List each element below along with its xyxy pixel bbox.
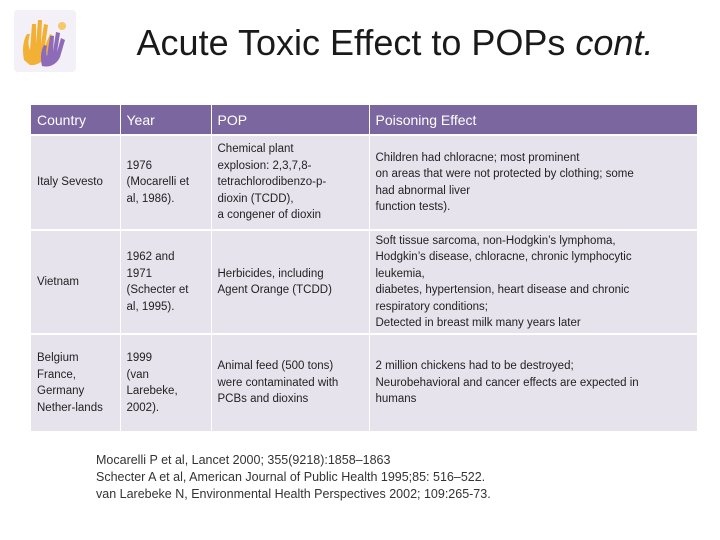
cell-year [120, 230, 211, 334]
pop-text: Chemical plant explosion: 2,3,7,8- tetrachlorodibenzo-p- dioxin (TCDD), a congener of dioxin [217, 143, 327, 222]
slide-title [0, 22, 720, 64]
header-year: Year [120, 105, 211, 135]
cell-country [31, 230, 120, 334]
title-main: Acute Toxic Effect to POPs [136, 22, 576, 63]
table-row [31, 230, 697, 334]
cell-pop [211, 334, 369, 431]
cell-pop [211, 135, 369, 230]
table-header-row [31, 105, 697, 135]
pop-text: Animal feed (500 tons) were contaminated with PCBs and dioxins [217, 360, 339, 406]
reference-line: Schecter A et al, American Journal of Public Health 1995;85: 516–522. [96, 470, 486, 484]
effect-text: 2 million chickens had to be destroyed; Neurobehavioral and cancer effects are expected in humans [375, 360, 639, 406]
header-poisoning-effect: Poisoning Effect [369, 105, 697, 135]
cell-effect [369, 334, 697, 431]
title-emphasis: cont. [575, 22, 654, 63]
effect-text: Soft tissue sarcoma, non-Hodgkin’s lymphoma, Hodgkin’s disease, chloracne, chronic lymphocytic leukemia, diabetes, hypertension, heart disease and chronic respiratory conditions; Detected in breast milk many years later [375, 234, 632, 329]
reference-line: van Larebeke N, Environmental Health Perspectives 2002; 109:265-73. [96, 487, 491, 501]
country-text: Vietnam [37, 275, 79, 288]
cell-year [120, 334, 211, 431]
country-text: Belgium France, Germany Nether-lands [37, 352, 103, 414]
cell-country [31, 334, 120, 431]
effect-text: Children had chloracne; most prominent on areas that were not protected by clothing; some had abnormal liver function tests). [375, 151, 634, 213]
year-text: 1999 (van Larebeke, 2002). [126, 352, 178, 414]
year-text: 1976 (Mocarelli et al, 1986). [126, 159, 190, 205]
year-text: 1962 and 1971 (Schecter et al, 1995). [126, 251, 189, 313]
header-country: Country [31, 105, 120, 135]
cell-effect [369, 230, 697, 334]
table-row [31, 135, 697, 230]
cell-year [120, 135, 211, 230]
country-text: Italy Sevesto [37, 176, 103, 189]
table-row [31, 334, 697, 431]
cell-pop [211, 230, 369, 334]
references [96, 452, 491, 503]
pop-text: Herbicides, including Agent Orange (TCDD) [217, 267, 332, 296]
cell-country [31, 135, 120, 230]
cell-effect [369, 135, 697, 230]
header-pop: POP [211, 105, 369, 135]
reference-line: Mocarelli P et al, Lancet 2000; 355(9218):1858–1863 [96, 453, 391, 467]
pops-table [31, 105, 697, 431]
